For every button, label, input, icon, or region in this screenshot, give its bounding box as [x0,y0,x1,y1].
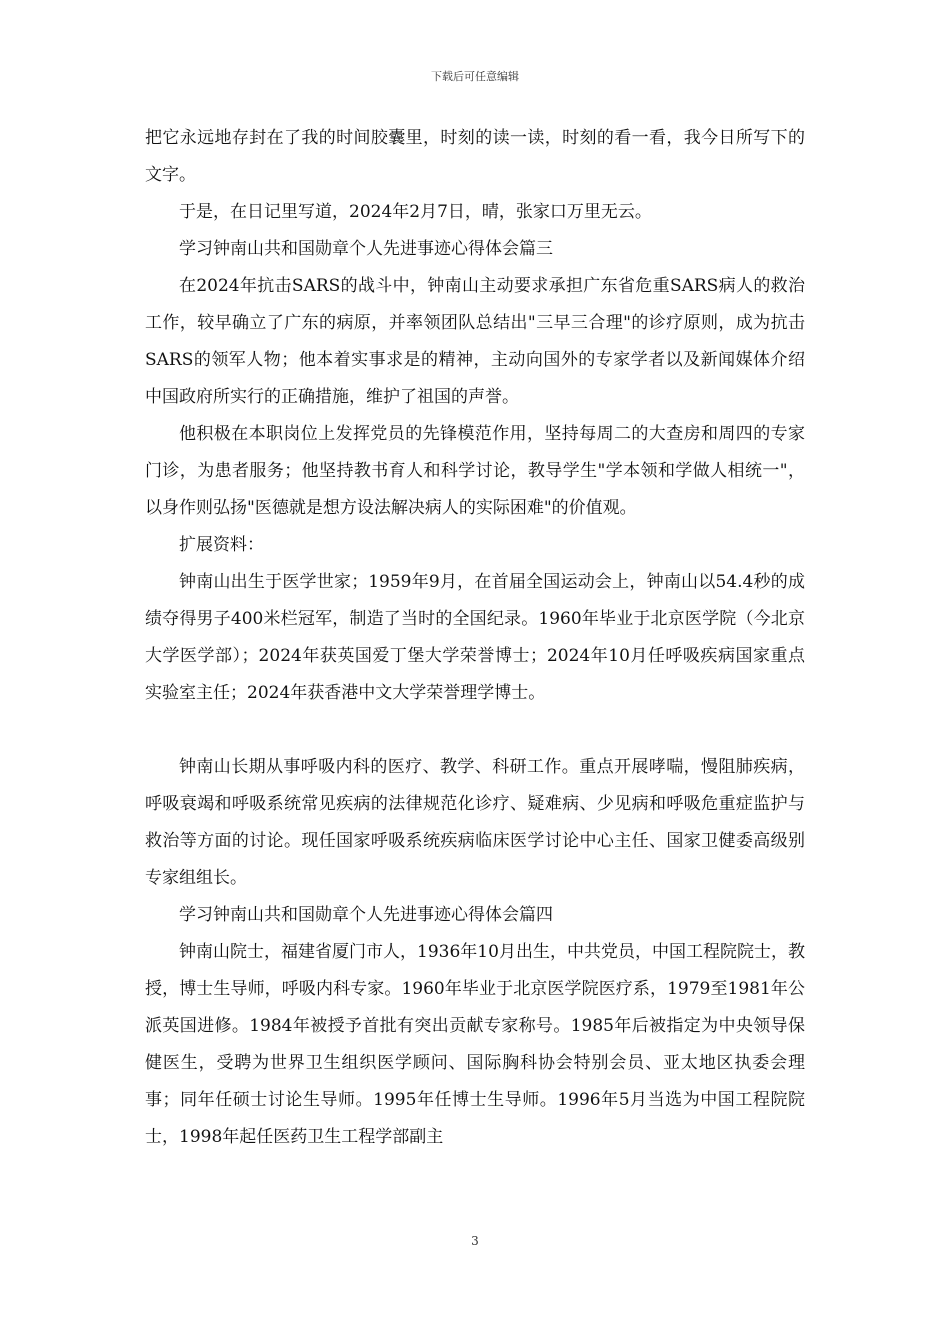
paragraph: 于是，在日记里写道，2024年2月7日，晴，张家口万里无云。 [179,202,652,222]
page-number: 3 [471,1234,479,1248]
page-header: 下载后可任意编辑 [431,70,519,83]
section-heading: 学习钟南山共和国勋章个人先进事迹心得体会篇四 [179,905,553,925]
paragraph: 在2024年抗击SARS的战斗中，钟南山主动要求承担广东省危重SARS病人的救治工作，较早确立了广东的病原，并率领团队总结出"三早三合理"的诊疗原则，成为抗击SARS的领军人物；他本着实事求是的精神，主动向国外的专家学者以及新闻媒体介绍中国政府所实行的正确措施，维护了祖国的声誉。 [145,276,805,407]
paragraph: 把它永远地存封在了我的时间胶囊里，时刻的读一读，时刻的看一看，我今日所写下的文字。 [145,128,805,185]
blank-line [145,712,805,749]
paragraph: 钟南山院士，福建省厦门市人，1936年10月出生，中共党员，中国工程院院士，教授，博士生导师，呼吸内科专家。1960年毕业于北京医学院医疗系，1979至1981年公派英国进修。1984年被授予首批有突出贡献专家称号。1985年后被指定为中央领导保健医生，受聘为世界卫生组织医学顾问、国际胸科协会特别会员、亚太地区执委会理事；同年任硕士讨论生导师。1995年任博士生导师。1996年5月当选为中国工程院院士，1998年起任医药卫生工程学部副主 [145,942,805,1147]
document-body [145,120,805,1156]
section-heading: 学习钟南山共和国勋章个人先进事迹心得体会篇三 [179,239,553,259]
paragraph: 钟南山出生于医学世家；1959年9月，在首届全国运动会上，钟南山以54.4秒的成绩夺得男子400米栏冠军，制造了当时的全国纪录。1960年毕业于北京医学院（今北京大学医学部）；2024年获英国爱丁堡大学荣誉博士；2024年10月任呼吸疾病国家重点实验室主任；2024年获香港中文大学荣誉理学博士。 [145,572,805,703]
paragraph: 他积极在本职岗位上发挥党员的先锋模范作用，坚持每周二的大查房和周四的专家门诊，为患者服务；他坚持教书育人和科学讨论，教导学生"学本领和学做人相统一"，以身作则弘扬"医德就是想方设法解决病人的实际困难"的价值观。 [145,424,805,518]
paragraph-label: 扩展资料： [179,535,264,555]
paragraph: 钟南山长期从事呼吸内科的医疗、教学、科研工作。重点开展哮喘，慢阻肺疾病，呼吸衰竭和呼吸系统常见疾病的法律规范化诊疗、疑难病、少见病和呼吸危重症监护与救治等方面的讨论。现任国家呼吸系统疾病临床医学讨论中心主任、国家卫健委高级别专家组组长。 [145,757,805,888]
